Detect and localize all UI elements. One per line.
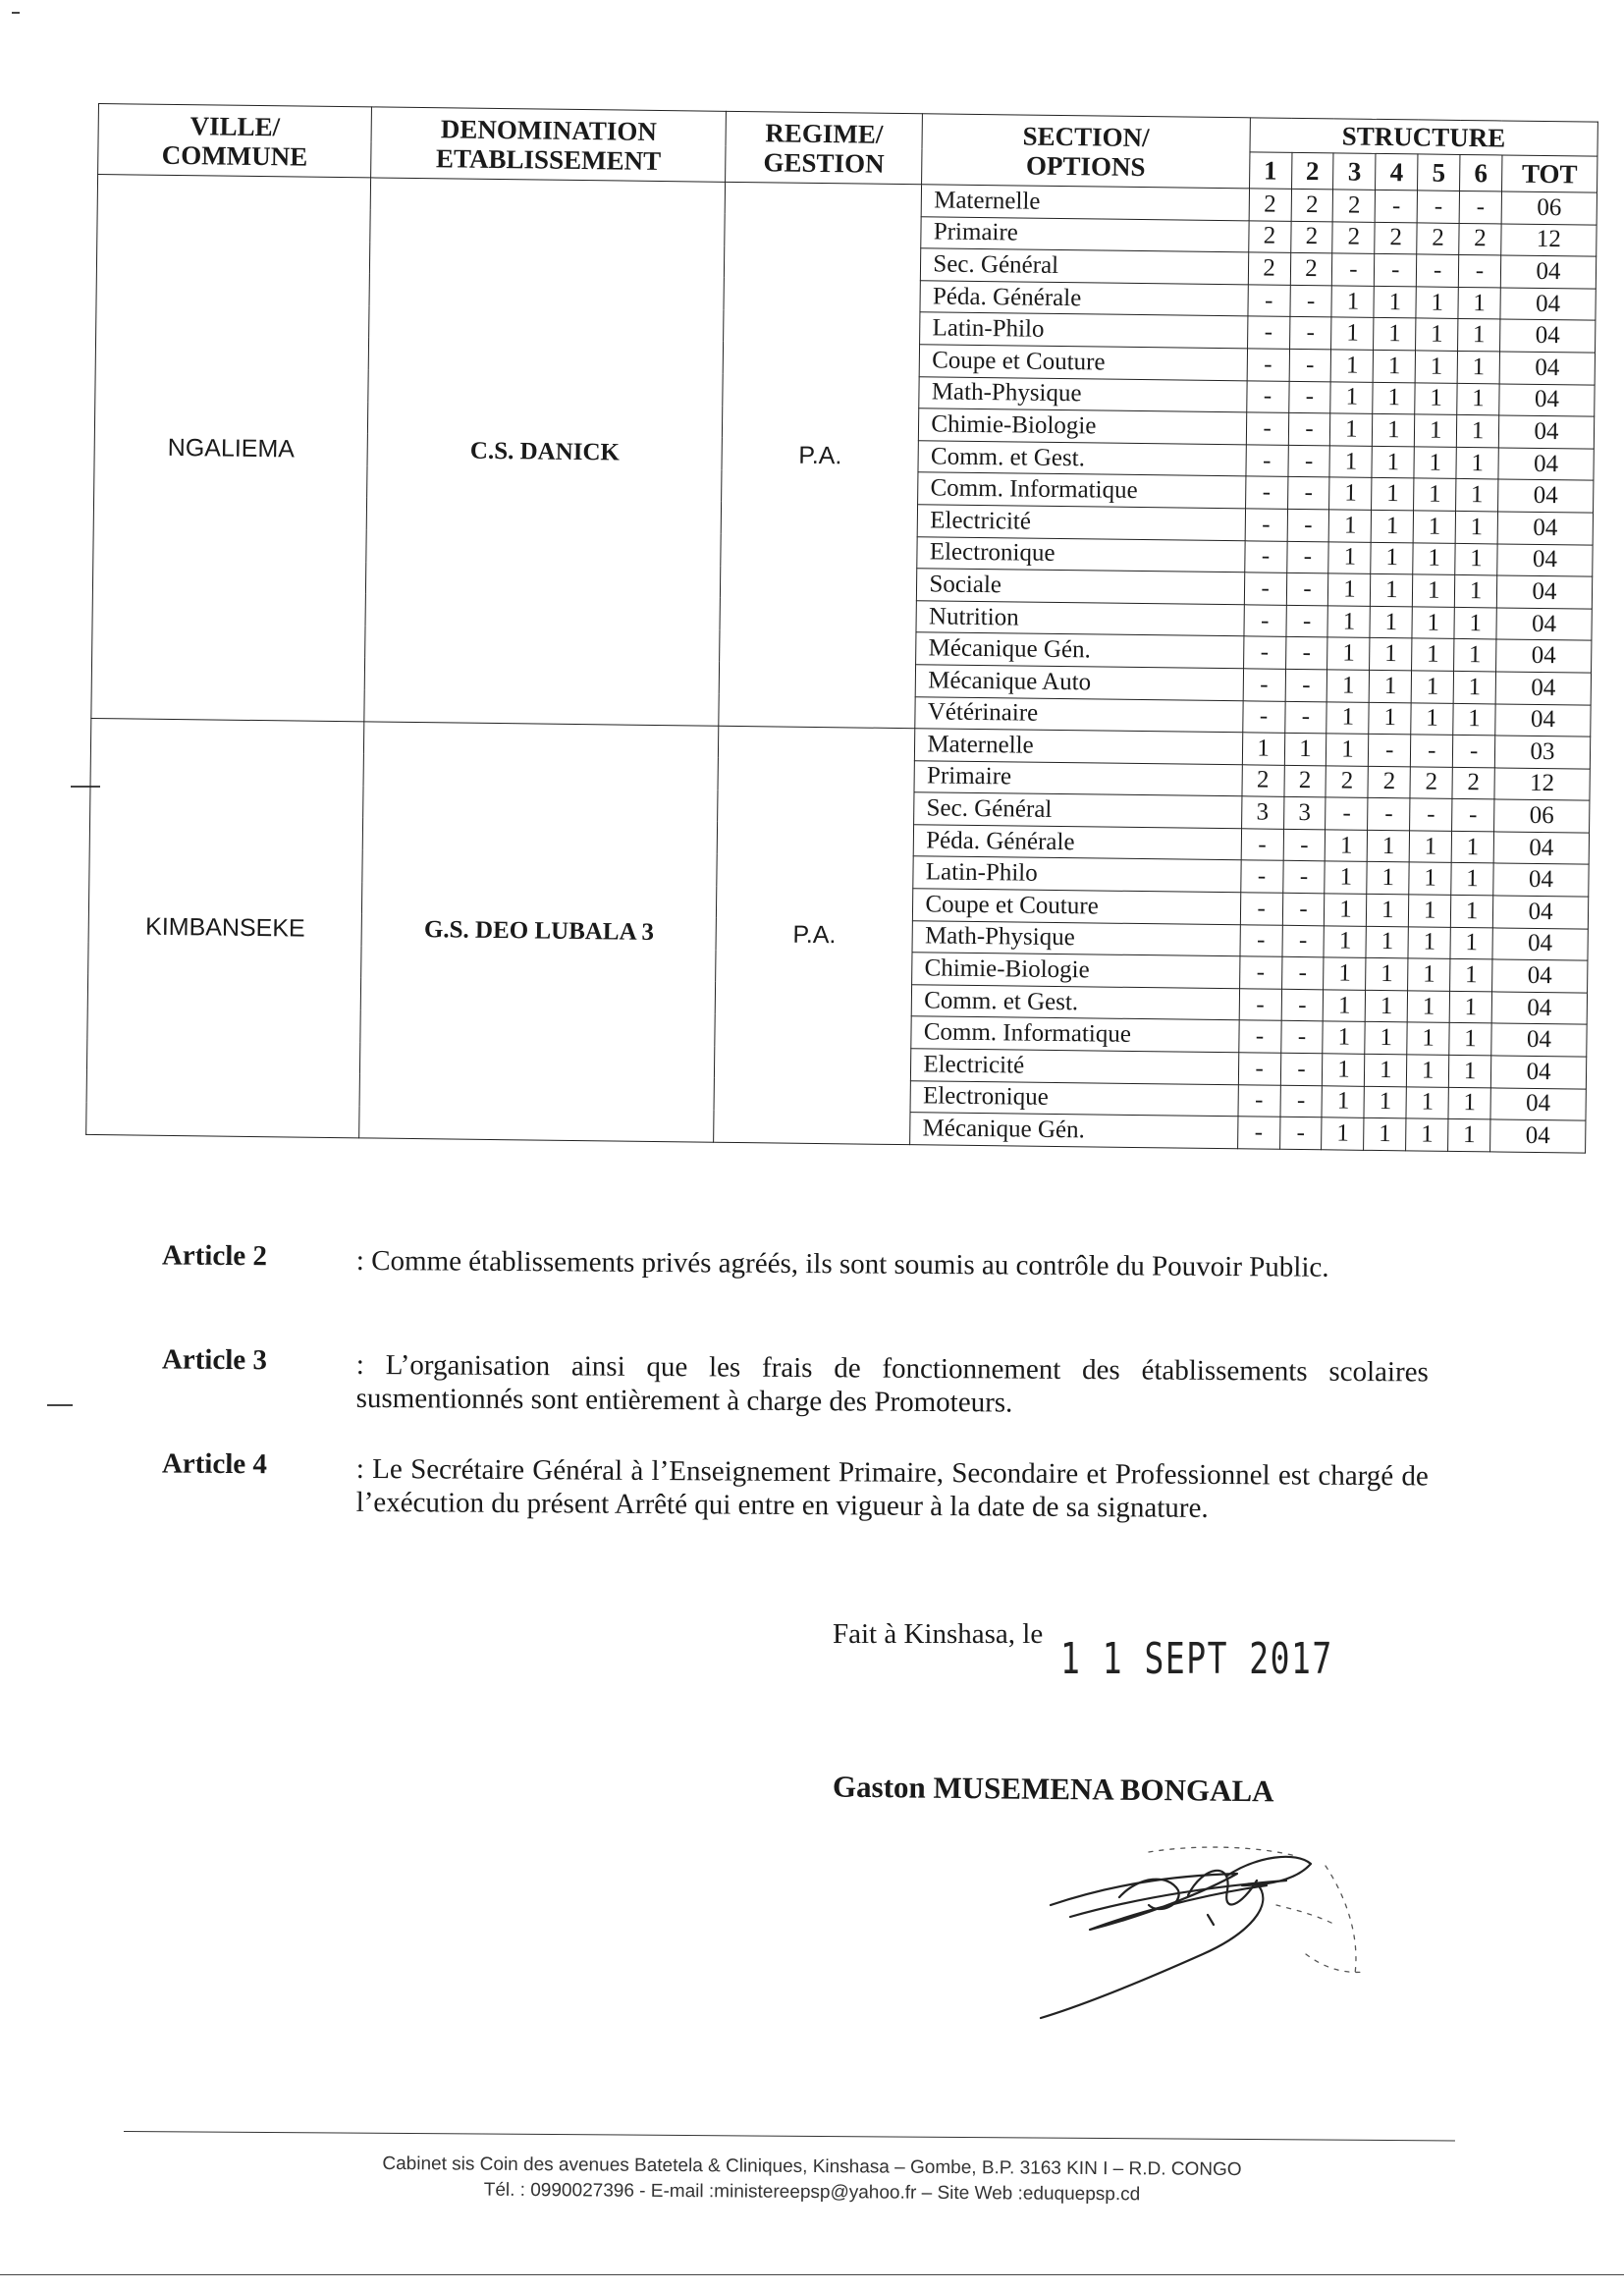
cell-year-6: 1 <box>1455 543 1497 575</box>
cell-year-6: 1 <box>1450 895 1492 927</box>
cell-section-option: Latin-Philo <box>913 856 1241 893</box>
cell-year-5: 1 <box>1413 511 1455 543</box>
cell-year-4: 2 <box>1375 222 1417 254</box>
cell-year-4: 1 <box>1364 1086 1406 1118</box>
cell-year-4: 1 <box>1367 894 1409 926</box>
cell-year-5: 1 <box>1413 574 1455 607</box>
cell-year-4: 1 <box>1369 702 1411 735</box>
cell-year-5: 1 <box>1414 478 1456 511</box>
cell-year-3: 1 <box>1322 1085 1364 1118</box>
cell-year-2: - <box>1280 1085 1323 1118</box>
article-text: : L’organisation ainsi que les frais de fonctionnement des établissements scolaires susmentionnés sont entièrement à charge des Promoteurs. <box>355 1348 1429 1419</box>
cell-total: 04 <box>1496 608 1592 641</box>
cell-section-option: Chimie-Biologie <box>919 409 1247 445</box>
cell-year-2: - <box>1288 381 1330 413</box>
cell-total: 04 <box>1495 672 1591 705</box>
footer-address: Cabinet sis Coin des avenues Batetela & Cliniques, Kinshasa – Gombe, B.P. 3163 KIN I – R.D. CONGO <box>382 2153 1242 2181</box>
cell-year-6: 1 <box>1449 991 1491 1023</box>
cell-year-1: - <box>1240 893 1282 925</box>
cell-year-6: 1 <box>1448 1087 1490 1119</box>
cell-year-3: 1 <box>1330 381 1373 413</box>
cell-year-3: 1 <box>1331 286 1374 318</box>
cell-year-6: 1 <box>1448 1055 1490 1087</box>
cell-year-3: - <box>1326 797 1368 830</box>
cell-year-5: 1 <box>1415 414 1457 447</box>
cell-ville-commune: NGALIEMA <box>91 175 371 722</box>
cell-year-4: 1 <box>1365 990 1407 1022</box>
cell-total: 04 <box>1499 352 1595 385</box>
cell-year-4: 1 <box>1373 350 1415 382</box>
cell-year-6: 1 <box>1454 607 1496 639</box>
cell-year-4: 1 <box>1372 478 1414 511</box>
cell-year-4: 1 <box>1369 670 1411 702</box>
cell-year-5: 1 <box>1413 542 1455 574</box>
cell-year-3: 1 <box>1323 1021 1365 1054</box>
cell-year-3: 1 <box>1322 1118 1364 1150</box>
cell-year-3: - <box>1332 253 1375 286</box>
cell-year-4: - <box>1375 190 1417 222</box>
cell-section-option: Comm. Informatique <box>911 1016 1239 1053</box>
cell-year-1: - <box>1240 860 1282 893</box>
cell-year-4: 1 <box>1374 286 1416 318</box>
cell-year-4: 1 <box>1370 638 1412 671</box>
cell-denomination: C.S. DANICK <box>364 178 726 726</box>
cell-year-3: 1 <box>1328 573 1371 606</box>
cell-year-6: 2 <box>1459 223 1501 255</box>
cell-year-6: 1 <box>1451 831 1493 863</box>
cell-year-3: 1 <box>1329 510 1372 542</box>
cell-total: 04 <box>1498 479 1594 513</box>
cell-year-1: - <box>1247 349 1289 381</box>
cell-year-3: 2 <box>1332 221 1375 253</box>
cell-year-1: - <box>1247 316 1289 349</box>
cell-total: 04 <box>1491 992 1587 1025</box>
cell-year-1: - <box>1238 1053 1280 1085</box>
cell-year-6: 1 <box>1457 351 1499 383</box>
article-4 <box>161 1446 1429 1524</box>
cell-year-1: - <box>1248 285 1290 317</box>
header-year-4: 4 <box>1376 153 1418 191</box>
cell-year-2: - <box>1289 349 1331 381</box>
cell-year-1: - <box>1245 509 1287 541</box>
cell-section-option: Vétérinaire <box>915 696 1243 733</box>
place-and-date-label: Fait à Kinshasa, le <box>833 1618 1044 1650</box>
cell-year-1: 2 <box>1242 764 1284 796</box>
cell-year-4: 1 <box>1366 958 1408 991</box>
cell-total: 04 <box>1496 575 1592 609</box>
cell-total: 04 <box>1490 1088 1586 1121</box>
cell-year-2: - <box>1288 412 1330 445</box>
cell-year-4: - <box>1375 254 1417 287</box>
cell-section-option: Electronique <box>917 536 1245 572</box>
article-2 <box>161 1238 1429 1283</box>
header-year-6: 6 <box>1460 154 1502 191</box>
cell-year-4: 1 <box>1371 573 1413 606</box>
cell-section-option: Maternelle <box>921 185 1249 221</box>
cell-section-option: Math-Physique <box>919 376 1247 412</box>
cell-year-1: 1 <box>1242 733 1284 765</box>
cell-section-option: Chimie-Biologie <box>912 953 1240 989</box>
cell-year-4: 1 <box>1367 862 1409 895</box>
cell-year-6: 1 <box>1450 927 1492 959</box>
cell-year-1: - <box>1243 669 1285 701</box>
cell-year-5: 1 <box>1406 1118 1448 1151</box>
cell-section-option: Primaire <box>914 760 1242 796</box>
signatory-name: Gaston MUSEMENA BONGALA <box>832 1769 1274 1809</box>
cell-year-5: - <box>1411 735 1453 767</box>
cell-year-6: - <box>1452 735 1494 767</box>
cell-year-4: 1 <box>1365 1054 1407 1086</box>
cell-total: 04 <box>1490 1056 1586 1089</box>
cell-total: 04 <box>1492 896 1588 929</box>
header-year-3: 3 <box>1333 153 1376 191</box>
cell-year-5: 1 <box>1407 1055 1449 1087</box>
header-regime: REGIME/ GESTION <box>726 111 923 184</box>
cell-total: 06 <box>1494 799 1590 833</box>
cell-year-5: 1 <box>1406 1086 1448 1118</box>
cell-year-2: 2 <box>1291 189 1333 221</box>
cell-year-6: 1 <box>1455 511 1497 543</box>
cell-year-4: 1 <box>1366 926 1408 958</box>
footer-rule <box>124 2131 1455 2141</box>
cell-year-5: 1 <box>1409 831 1451 863</box>
header-total: TOT <box>1501 155 1597 192</box>
cell-year-6: 1 <box>1449 1023 1491 1056</box>
cell-year-2: - <box>1289 285 1331 317</box>
cell-year-5: - <box>1417 191 1459 223</box>
cell-year-6: 1 <box>1451 863 1493 896</box>
cell-year-1: - <box>1244 605 1286 637</box>
schools-structure-table-wrapper <box>85 103 1598 1153</box>
cell-total: 04 <box>1500 255 1596 289</box>
cell-year-2: 2 <box>1290 253 1332 286</box>
cell-year-6: 1 <box>1456 447 1498 479</box>
cell-section-option: Coupe et Couture <box>913 889 1241 925</box>
cell-year-2: - <box>1287 477 1329 510</box>
cell-year-5: 1 <box>1414 447 1456 479</box>
cell-year-3: 1 <box>1330 413 1373 446</box>
cell-year-2: - <box>1281 989 1324 1021</box>
cell-year-4: - <box>1368 798 1410 831</box>
cell-total: 04 <box>1497 512 1593 545</box>
cell-year-3: 2 <box>1333 190 1376 222</box>
cell-year-6: 1 <box>1458 319 1500 352</box>
cell-year-4: 1 <box>1373 414 1415 447</box>
cell-year-5: 1 <box>1408 927 1450 959</box>
article-3 <box>161 1342 1429 1419</box>
cell-year-1: - <box>1237 1117 1279 1149</box>
cell-total: 04 <box>1496 639 1592 673</box>
cell-year-4: 1 <box>1364 1118 1406 1151</box>
cell-year-3: 1 <box>1324 925 1366 957</box>
cell-year-4: 1 <box>1371 510 1413 542</box>
cell-year-3: 1 <box>1326 734 1369 766</box>
cell-year-6: 1 <box>1454 639 1496 672</box>
cell-year-5: 1 <box>1416 318 1458 351</box>
cell-year-4: 1 <box>1374 318 1416 351</box>
cell-year-6: - <box>1459 191 1501 223</box>
cell-total: 04 <box>1498 448 1594 481</box>
cell-year-4: 1 <box>1372 446 1414 478</box>
cell-year-5: 1 <box>1415 351 1457 383</box>
cell-year-5: - <box>1417 254 1459 287</box>
cell-year-6: 1 <box>1453 703 1495 736</box>
cell-year-2: 2 <box>1283 765 1326 797</box>
cell-year-1: - <box>1246 380 1288 412</box>
cell-year-1: 3 <box>1241 796 1283 829</box>
cell-year-6: 1 <box>1458 287 1500 319</box>
cell-year-2: - <box>1281 957 1324 990</box>
article-label: Article 2 <box>161 1239 268 1273</box>
cell-year-2: - <box>1287 445 1329 477</box>
cell-year-5: 1 <box>1407 1022 1449 1055</box>
header-ville-commune: VILLE/ COMMUNE <box>98 104 372 178</box>
cell-ville-commune: KIMBANSEKE <box>86 719 364 1138</box>
cell-year-5: 2 <box>1417 223 1459 255</box>
cell-year-5: 1 <box>1416 287 1458 319</box>
page-bottom-rule <box>0 2274 1624 2275</box>
cell-total: 04 <box>1498 415 1594 449</box>
cell-section-option: Mécanique Gén. <box>916 632 1244 669</box>
cell-year-6: 1 <box>1456 415 1498 448</box>
cell-year-3: 1 <box>1326 701 1369 734</box>
header-year-2: 2 <box>1291 152 1333 190</box>
cell-year-1: - <box>1243 636 1285 669</box>
header-year-5: 5 <box>1418 154 1460 191</box>
cell-year-5: 2 <box>1410 767 1452 799</box>
cell-year-6: 1 <box>1450 959 1492 992</box>
cell-section-option: Primaire <box>921 216 1249 252</box>
scan-mark <box>47 1404 73 1406</box>
cell-year-3: 1 <box>1327 670 1370 702</box>
cell-section-option: Sociale <box>917 569 1245 605</box>
header-denomination: DENOMINATION ETABLISSEMENT <box>371 107 727 182</box>
article-label: Article 4 <box>161 1447 268 1481</box>
cell-total: 04 <box>1495 703 1591 736</box>
cell-year-2: - <box>1281 925 1324 957</box>
cell-year-3: 1 <box>1331 350 1374 382</box>
cell-year-3: 1 <box>1325 894 1367 926</box>
header-structure: STRUCTURE <box>1250 118 1598 156</box>
cell-year-4: 1 <box>1373 382 1415 414</box>
cell-total: 04 <box>1497 543 1593 576</box>
cell-year-1: - <box>1240 924 1282 956</box>
table-body <box>86 175 1597 1153</box>
cell-year-3: 1 <box>1329 477 1372 510</box>
cell-year-2: - <box>1282 861 1325 894</box>
cell-year-3: 1 <box>1329 446 1372 478</box>
cell-total: 04 <box>1490 1119 1586 1153</box>
cell-year-3: 2 <box>1326 766 1368 798</box>
cell-total: 04 <box>1499 384 1595 417</box>
cell-section-option: Comm. et Gest. <box>912 985 1240 1021</box>
cell-year-2: - <box>1285 637 1327 670</box>
cell-year-4: 1 <box>1370 606 1412 638</box>
cell-section-option: Mécanique Auto <box>916 665 1244 701</box>
cell-year-4: 2 <box>1368 766 1410 798</box>
date-stamp: 1 1 SEPT 2017 <box>1060 1634 1333 1684</box>
cell-year-6: 1 <box>1454 575 1496 608</box>
cell-year-2: - <box>1286 541 1328 573</box>
cell-year-5: - <box>1410 798 1452 831</box>
cell-year-2: - <box>1286 572 1328 605</box>
cell-year-3: 1 <box>1323 1054 1365 1086</box>
cell-section-option: Sec. Général <box>921 248 1249 285</box>
cell-year-2: - <box>1279 1117 1322 1149</box>
cell-section-option: Comm. Informatique <box>918 472 1246 509</box>
cell-total: 04 <box>1500 288 1596 321</box>
cell-year-3: 1 <box>1326 830 1368 862</box>
cell-total: 04 <box>1492 959 1588 993</box>
cell-year-2: - <box>1284 701 1326 734</box>
cell-section-option: Maternelle <box>915 729 1243 765</box>
cell-regime: P.A. <box>714 726 915 1144</box>
cell-year-2: - <box>1285 605 1327 637</box>
cell-year-1: - <box>1244 572 1286 605</box>
cell-year-2: - <box>1287 509 1329 541</box>
cell-year-4: 1 <box>1371 542 1413 574</box>
cell-year-1: 2 <box>1248 252 1290 285</box>
cell-year-1: - <box>1239 989 1281 1021</box>
cell-year-4: 1 <box>1367 830 1409 862</box>
cell-year-1: - <box>1246 445 1288 477</box>
cell-year-5: 1 <box>1412 638 1454 671</box>
cell-denomination: G.S. DEO LUBALA 3 <box>359 722 719 1142</box>
cell-year-3: 1 <box>1327 637 1370 670</box>
cell-section-option: Comm. et Gest. <box>918 440 1246 476</box>
article-text: : Comme établissements privés agréés, ils sont soumis au contrôle du Pouvoir Public. <box>355 1244 1329 1283</box>
cell-regime: P.A. <box>719 182 922 728</box>
cell-total: 04 <box>1500 319 1596 353</box>
cell-year-1: - <box>1239 956 1281 989</box>
cell-year-5: 1 <box>1408 958 1450 991</box>
cell-year-6: 1 <box>1448 1119 1490 1152</box>
cell-year-2: - <box>1282 893 1325 925</box>
cell-year-1: - <box>1245 476 1287 509</box>
cell-year-4: 1 <box>1365 1022 1407 1055</box>
cell-year-2: 3 <box>1283 797 1326 830</box>
cell-year-5: 1 <box>1409 895 1451 927</box>
cell-total: 04 <box>1491 1023 1587 1057</box>
cell-year-5: 1 <box>1411 702 1453 735</box>
cell-year-5: 1 <box>1411 671 1453 703</box>
cell-total: 04 <box>1492 928 1588 961</box>
cell-section-option: Péda. Générale <box>920 281 1248 317</box>
cell-year-6: - <box>1452 799 1494 832</box>
cell-section-option: Péda. Générale <box>914 825 1242 861</box>
cell-total: 04 <box>1493 832 1589 865</box>
cell-year-1: - <box>1241 829 1283 861</box>
cell-section-option: Electricité <box>917 505 1245 541</box>
cell-total: 06 <box>1501 191 1597 225</box>
cell-total: 12 <box>1501 224 1597 257</box>
cell-total: 03 <box>1494 736 1590 769</box>
cell-year-1: - <box>1244 540 1286 572</box>
article-text: : Le Secrétaire Général à l’Enseignement Primaire, Secondaire et Professionnel est chargé de l’exécution du présent Arrêté qui entre en vigueur à la date de sa signature. <box>355 1452 1429 1524</box>
handwritten-signature <box>1031 1846 1424 2023</box>
cell-year-1: 2 <box>1248 220 1290 252</box>
header-year-1: 1 <box>1249 152 1291 190</box>
cell-year-3: 1 <box>1331 317 1374 350</box>
cell-year-3: 1 <box>1327 606 1370 638</box>
cell-year-4: - <box>1369 734 1411 766</box>
cell-year-3: 1 <box>1328 541 1371 573</box>
cell-year-6: 1 <box>1453 671 1495 703</box>
cell-section-option: Electricité <box>911 1049 1239 1085</box>
cell-year-1: 2 <box>1249 189 1291 221</box>
cell-year-2: - <box>1285 669 1327 701</box>
cell-year-2: 2 <box>1290 221 1332 253</box>
header-section-options: SECTION/ OPTIONS <box>922 114 1250 189</box>
schools-structure-table <box>85 103 1598 1153</box>
cell-year-3: 1 <box>1324 990 1366 1022</box>
cell-total: 12 <box>1494 768 1590 801</box>
cell-total: 04 <box>1493 863 1589 897</box>
cell-year-5: 1 <box>1407 991 1449 1023</box>
cell-year-6: 2 <box>1452 767 1494 799</box>
cell-year-6: 1 <box>1457 383 1499 415</box>
cell-section-option: Nutrition <box>916 600 1244 636</box>
cell-year-2: 1 <box>1284 733 1326 765</box>
cell-year-1: - <box>1246 412 1288 445</box>
cell-year-3: 1 <box>1325 861 1367 894</box>
cell-year-1: - <box>1238 1084 1280 1117</box>
cell-year-5: 1 <box>1412 607 1454 639</box>
cell-section-option: Coupe et Couture <box>919 345 1247 381</box>
cell-year-2: - <box>1289 317 1331 350</box>
cell-year-1: - <box>1242 700 1284 733</box>
cell-year-6: - <box>1458 255 1500 288</box>
article-label: Article 3 <box>161 1343 268 1377</box>
cell-year-2: - <box>1283 829 1326 861</box>
scan-mark <box>12 12 20 14</box>
cell-year-2: - <box>1280 1053 1323 1085</box>
cell-year-5: 1 <box>1415 382 1457 414</box>
cell-section-option: Latin-Philo <box>920 312 1248 349</box>
cell-year-2: - <box>1280 1021 1323 1054</box>
cell-section-option: Math-Physique <box>912 920 1240 956</box>
cell-year-5: 1 <box>1409 862 1451 895</box>
cell-section-option: Electronique <box>910 1080 1238 1117</box>
cell-year-6: 1 <box>1456 479 1498 512</box>
footer-contact: Tél. : 0990027396 - E-mail :ministereepsp@yahoo.fr – Site Web :eduquepsp.cd <box>483 2179 1141 2206</box>
cell-section-option: Sec. Général <box>914 792 1242 829</box>
cell-year-1: - <box>1238 1020 1280 1053</box>
cell-year-3: 1 <box>1324 957 1366 990</box>
cell-section-option: Mécanique Gén. <box>910 1113 1238 1149</box>
